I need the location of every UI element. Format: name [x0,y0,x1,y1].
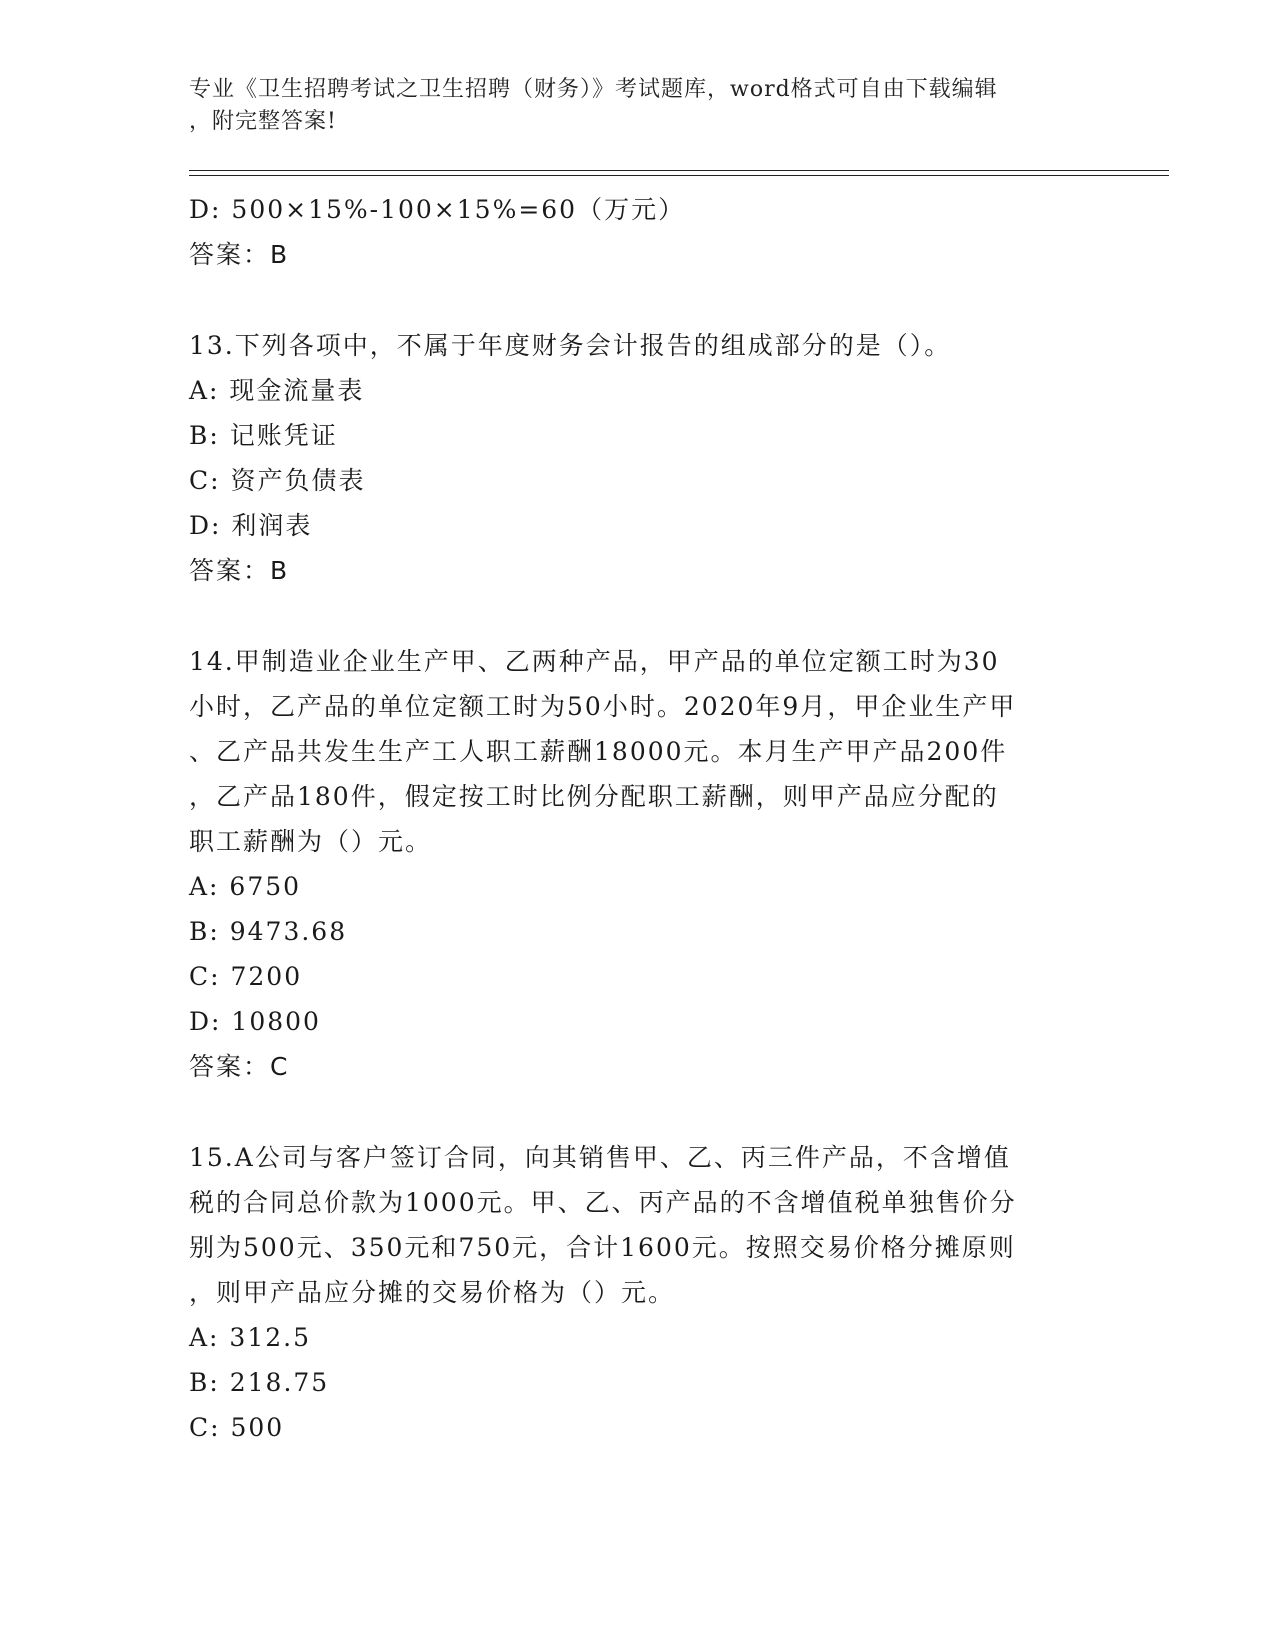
question-14-stem-line: 14.甲制造业企业生产甲、乙两种产品，甲产品的单位定额工时为30 [189,647,1000,676]
question-14-option-b: B: 9473.68 [189,917,348,946]
header-title-line-2: ，附完整答案! [189,109,337,134]
header-title-line-1: 专业《卫生招聘考试之卫生招聘（财务）》考试题库，word格式可自由下载编辑 [189,77,998,102]
question-13-option-a: A: 现金流量表 [189,376,365,405]
header-divider-top [189,170,1169,171]
spacer [189,277,1089,323]
question-13-stem: 13.下列各项中，不属于年度财务会计报告的组成部分的是（）。 [189,331,952,360]
page-header [189,74,1069,138]
question-15-stem-line: 税的合同总价款为1000元。甲、乙、丙产品的不含增值税单独售价分 [189,1188,1017,1217]
question-14-stem-line: 、乙产品共发生生产工人职工薪酬18000元。本月生产甲产品200件 [189,737,1008,766]
header-divider-bottom [189,175,1169,176]
question-14-answer: 答案：C [189,1052,290,1081]
question-13 [189,323,1089,593]
spacer [189,593,1089,639]
question-13-option-c: C: 资产负债表 [189,466,366,495]
question-14-stem-line: 小时，乙产品的单位定额工时为50小时。2020年9月，甲企业生产甲 [189,692,1017,721]
spacer [189,1089,1089,1135]
question-15-stem-line: ，则甲产品应分摊的交易价格为（）元。 [189,1278,676,1307]
question-13-answer: 答案：B [189,556,290,585]
question-15-stem-line: 15.A公司与客户签订合同，向其销售甲、乙、丙三件产品，不含增值 [189,1143,1011,1172]
question-15-option-c: C: 500 [189,1413,285,1442]
question-15 [189,1135,1089,1450]
prev-answer: 答案：B [189,240,290,269]
question-15-option-a: A: 312.5 [189,1323,311,1352]
question-content [189,187,1089,1450]
prev-option-d: D: 500×15%-100×15%=60（万元） [189,195,686,224]
question-14 [189,639,1089,1089]
question-14-option-d: D: 10800 [189,1007,321,1036]
question-15-option-b: B: 218.75 [189,1368,330,1397]
question-14-option-a: A: 6750 [189,872,302,901]
question-14-option-c: C: 7200 [189,962,303,991]
question-13-option-b: B: 记账凭证 [189,421,338,450]
question-13-option-d: D: 利润表 [189,511,313,540]
question-15-stem-line: 别为500元、350元和750元，合计1600元。按照交易价格分摊原则 [189,1233,1016,1262]
question-14-stem-line: ，乙产品180件，假定按工时比例分配职工薪酬，则甲产品应分配的 [189,782,999,811]
question-14-stem-line: 职工薪酬为（）元。 [189,827,433,856]
